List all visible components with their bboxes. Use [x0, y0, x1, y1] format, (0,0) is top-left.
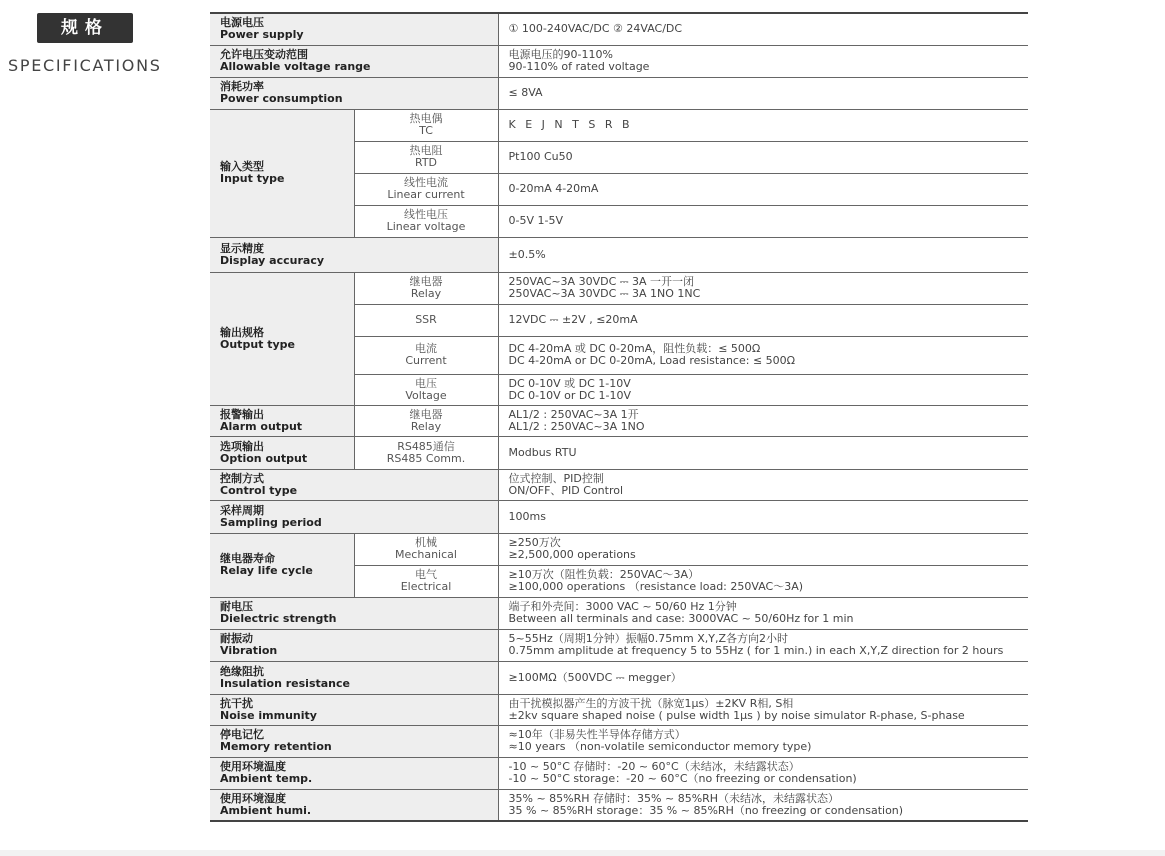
label-zh: 采样周期: [220, 503, 264, 517]
value-line: 12VDC ⎓ ±2V , ≤20mA: [508, 313, 638, 326]
sub-label-en: Relay: [410, 419, 442, 433]
value-line: ① 100-240VAC/DC ② 24VAC/DC: [508, 22, 683, 36]
sub-rtd: [354, 141, 498, 173]
value-line: 250VAC~3A 30VDC ⎓ 3A 1NO 1NC: [508, 287, 701, 300]
value-option-output: [498, 436, 1028, 469]
value-line: AL1/2 : 250VAC~3A 1开: [508, 407, 639, 421]
label-zh: 使用环境湿度: [220, 791, 286, 805]
sub-label-en: Linear current: [387, 188, 465, 201]
label-en: Ambient temp.: [220, 772, 313, 785]
label-en: Display accuracy: [220, 253, 325, 267]
sub-output-voltage: [354, 374, 498, 405]
row-option-output: [210, 436, 1028, 469]
label-en: Noise immunity: [220, 708, 317, 722]
sub-option-rs485: [354, 436, 498, 469]
value-line: -10 ~ 50°C storage：-20 ~ 60°C（no freezing or condensation): [508, 772, 857, 785]
label-zh: 电源电压: [220, 16, 264, 30]
row-power-supply: [210, 13, 1028, 45]
value-line: 由干扰模拟器产生的方波干扰（脉宽1μs）±2KV R相, S相: [508, 696, 794, 710]
row-alarm-output: [210, 405, 1028, 436]
cat-output-type: [210, 272, 354, 405]
cat-memory: [210, 725, 498, 757]
label-zh: 消耗功率: [220, 80, 264, 93]
label-zh: 耐振动: [220, 632, 253, 645]
sub-linear-voltage: [354, 205, 498, 237]
sub-tc: [354, 109, 498, 141]
value-line: ≥100MΩ（500VDC ⎓ megger）: [508, 670, 682, 684]
sub-label-en: Voltage: [405, 388, 447, 402]
label-zh: 输入类型: [220, 160, 264, 173]
specs-badge: 规格: [37, 13, 133, 43]
row-input-tc: [210, 109, 1028, 141]
row-noise: [210, 694, 1028, 725]
label-en: Insulation resistance: [220, 676, 350, 690]
row-sampling-period: [210, 500, 1028, 533]
label-en: Memory retention: [220, 740, 332, 753]
cat-power-supply: [210, 13, 498, 45]
sub-label-en: RS485 Comm.: [386, 451, 466, 465]
row-memory: [210, 725, 1028, 757]
label-zh: 输出规格: [220, 325, 264, 339]
sub-label-zh: 电流: [415, 342, 437, 355]
cat-insulation: [210, 661, 498, 694]
value-line: ±0.5%: [508, 247, 546, 261]
sub-label-en: Mechanical: [395, 548, 457, 561]
label-zh: 显示精度: [220, 241, 264, 255]
value-line: 250VAC~3A 30VDC ⎓ 3A 一开一闭: [508, 275, 695, 288]
cat-dielectric: [210, 597, 498, 629]
value-line: 电源电压的90-110%: [508, 48, 613, 61]
label-en: Vibration: [220, 644, 278, 657]
value-sampling-period: [498, 500, 1028, 533]
value-line: 0.75mm amplitude at frequency 5 to 55Hz ( for 1 min.) in each X,Y,Z direction for 2 hours: [508, 644, 1004, 657]
cat-voltage-range: [210, 45, 498, 77]
value-output-relay: [498, 272, 1028, 304]
value-line: -10 ~ 50°C 存储时：-20 ~ 60°C（未结冰，未结露状态）: [508, 760, 800, 773]
cat-input-type: [210, 109, 354, 237]
value-line: ≤ 8VA: [508, 86, 543, 99]
value-linear-voltage: [498, 205, 1028, 237]
label-zh: 控制方式: [220, 471, 264, 485]
specifications-table: [210, 12, 1028, 822]
value-voltage-range: [498, 45, 1028, 77]
value-line: ±2kv square shaped noise ( pulse width 1μs ) by noise simulator R-phase, S-phase: [508, 708, 965, 722]
sub-output-relay: [354, 272, 498, 304]
value-line: ≥250万次: [508, 536, 561, 549]
cat-power-consumption: [210, 77, 498, 109]
value-noise: [498, 694, 1028, 725]
value-memory: [498, 725, 1028, 757]
value-line: 0-20mA 4-20mA: [508, 182, 599, 195]
row-display-accuracy: [210, 237, 1028, 272]
label-zh: 绝缘阻抗: [220, 664, 264, 678]
value-electrical: [498, 565, 1028, 597]
value-line: 35% ~ 85%RH 存储时：35% ~ 85%RH（未结冰，未结露状态）: [508, 791, 840, 805]
sub-output-current: [354, 336, 498, 374]
value-mechanical: [498, 533, 1028, 565]
label-en: Sampling period: [220, 515, 322, 529]
label-en: Output type: [220, 337, 295, 351]
value-line: Between all terminals and case: 3000VAC ~ 50/60Hz for 1 min: [508, 612, 854, 625]
sub-output-ssr: [354, 304, 498, 336]
value-control-type: [498, 469, 1028, 500]
value-power-supply: [498, 13, 1028, 45]
value-rtd: [498, 141, 1028, 173]
cat-vibration: [210, 629, 498, 661]
value-line: ≥2,500,000 operations: [508, 548, 636, 561]
cat-sampling-period: [210, 500, 498, 533]
value-line: 100ms: [508, 509, 546, 523]
value-vibration: [498, 629, 1028, 661]
sub-label-en: RTD: [414, 156, 438, 169]
value-line: Modbus RTU: [508, 445, 577, 459]
value-line: ≈10年（非易失性半导体存储方式）: [508, 728, 686, 741]
value-line: AL1/2 : 250VAC~3A 1NO: [508, 419, 645, 433]
sub-label-en: Relay: [410, 287, 442, 300]
value-line: 5~55Hz（周期1分钟）振幅0.75mm X,Y,Z各方向2小时: [508, 632, 788, 645]
specs-subtitle: SPECIFICATIONS: [8, 56, 162, 75]
cat-option-output: [210, 436, 354, 469]
value-line: DC 4-20mA or DC 0-20mA, Load resistance: ≤ 500Ω: [508, 354, 796, 367]
label-en: Relay life cycle: [220, 564, 313, 577]
sub-label-zh: 电气: [415, 568, 437, 581]
sub-label-zh: 线性电流: [404, 176, 448, 189]
label-zh: 抗干扰: [220, 696, 253, 710]
value-alarm-output: [498, 405, 1028, 436]
value-line: ≥100,000 operations （resistance load: 250VAC〜3A): [508, 580, 804, 593]
sub-label-zh: RS485通信: [397, 439, 455, 453]
sub-label-en: SSR: [415, 313, 437, 326]
value-line: ON/OFF、PID Control: [508, 483, 624, 497]
sub-label-en: Electrical: [400, 580, 452, 593]
label-en: Dielectric strength: [220, 612, 337, 625]
cat-ambient-temp: [210, 757, 498, 789]
value-linear-current: [498, 173, 1028, 205]
label-en: Power supply: [220, 28, 304, 42]
sub-alarm-relay: [354, 405, 498, 436]
label-en: Alarm output: [220, 419, 303, 433]
row-relay-mechanical: [210, 533, 1028, 565]
row-ambient-humi: [210, 789, 1028, 821]
label-zh: 耐电压: [220, 600, 253, 613]
value-line: Pt100 Cu50: [508, 150, 573, 163]
label-zh: 继电器寿命: [220, 552, 275, 565]
label-zh: 使用环境温度: [220, 760, 286, 773]
value-tc: [498, 109, 1028, 141]
sub-electrical: [354, 565, 498, 597]
cat-alarm-output: [210, 405, 354, 436]
sub-label-zh: 热电偶: [409, 112, 443, 125]
value-ambient-humi: [498, 789, 1028, 821]
sub-label-zh: 机械: [415, 536, 437, 549]
row-voltage-range: [210, 45, 1028, 77]
value-output-current: [498, 336, 1028, 374]
row-vibration: [210, 629, 1028, 661]
row-dielectric: [210, 597, 1028, 629]
cat-relay-life: [210, 533, 354, 597]
value-ambient-temp: [498, 757, 1028, 789]
value-line: DC 0-10V 或 DC 1-10V: [508, 376, 631, 390]
value-line: 0-5V 1-5V: [508, 214, 563, 227]
value-line: DC 4-20mA 或 DC 0-20mA，阻性负载：≤ 500Ω: [508, 342, 761, 355]
value-line: ≥10万次（阻性负载：250VAC〜3A）: [508, 568, 700, 581]
sub-label-en: Current: [405, 354, 447, 367]
sub-mechanical: [354, 533, 498, 565]
cat-display-accuracy: [210, 237, 498, 272]
value-dielectric: [498, 597, 1028, 629]
value-line: ≈10 years （non-volatile semiconductor memory type): [508, 740, 812, 753]
value-insulation: [498, 661, 1028, 694]
bottom-band: [0, 850, 1165, 856]
label-zh: 允许电压变动范围: [220, 48, 308, 61]
cat-ambient-humi: [210, 789, 498, 821]
label-zh: 停电记忆: [220, 728, 264, 741]
cat-control-type: [210, 469, 498, 500]
row-control-type: [210, 469, 1028, 500]
label-zh: 报警输出: [220, 407, 264, 421]
value-line: K E J N T S R B: [508, 118, 633, 131]
sub-label-zh: 电压: [415, 376, 437, 390]
value-power-consumption: [498, 77, 1028, 109]
value-output-voltage: [498, 374, 1028, 405]
label-zh: 选项输出: [220, 439, 264, 453]
value-line: 端子和外壳间：3000 VAC ~ 50/60 Hz 1分钟: [508, 600, 737, 613]
label-en: Allowable voltage range: [220, 60, 371, 73]
sub-label-zh: 继电器: [409, 407, 443, 421]
row-insulation: [210, 661, 1028, 694]
sub-label-zh: 线性电压: [404, 208, 448, 221]
value-line: DC 0-10V or DC 1-10V: [508, 388, 632, 402]
label-en: Option output: [220, 451, 308, 465]
sub-label-en: Linear voltage: [386, 220, 466, 233]
sub-label-zh: 继电器: [409, 275, 443, 288]
row-output-relay: [210, 272, 1028, 304]
cat-noise: [210, 694, 498, 725]
row-power-consumption: [210, 77, 1028, 109]
sub-linear-current: [354, 173, 498, 205]
sub-label-zh: 热电阻: [409, 144, 443, 157]
label-en: Power consumption: [220, 92, 343, 105]
label-en: Control type: [220, 483, 298, 497]
value-line: 90-110% of rated voltage: [508, 60, 650, 73]
value-display-accuracy: [498, 237, 1028, 272]
label-en: Input type: [220, 172, 285, 185]
value-line: 位式控制、PID控制: [508, 471, 604, 485]
sub-label-en: TC: [419, 124, 433, 137]
value-output-ssr: [498, 304, 1028, 336]
label-en: Ambient humi.: [220, 803, 312, 817]
value-line: 35 % ~ 85%RH storage：35 % ~ 85%RH（no freezing or condensation): [508, 803, 904, 817]
row-ambient-temp: [210, 757, 1028, 789]
